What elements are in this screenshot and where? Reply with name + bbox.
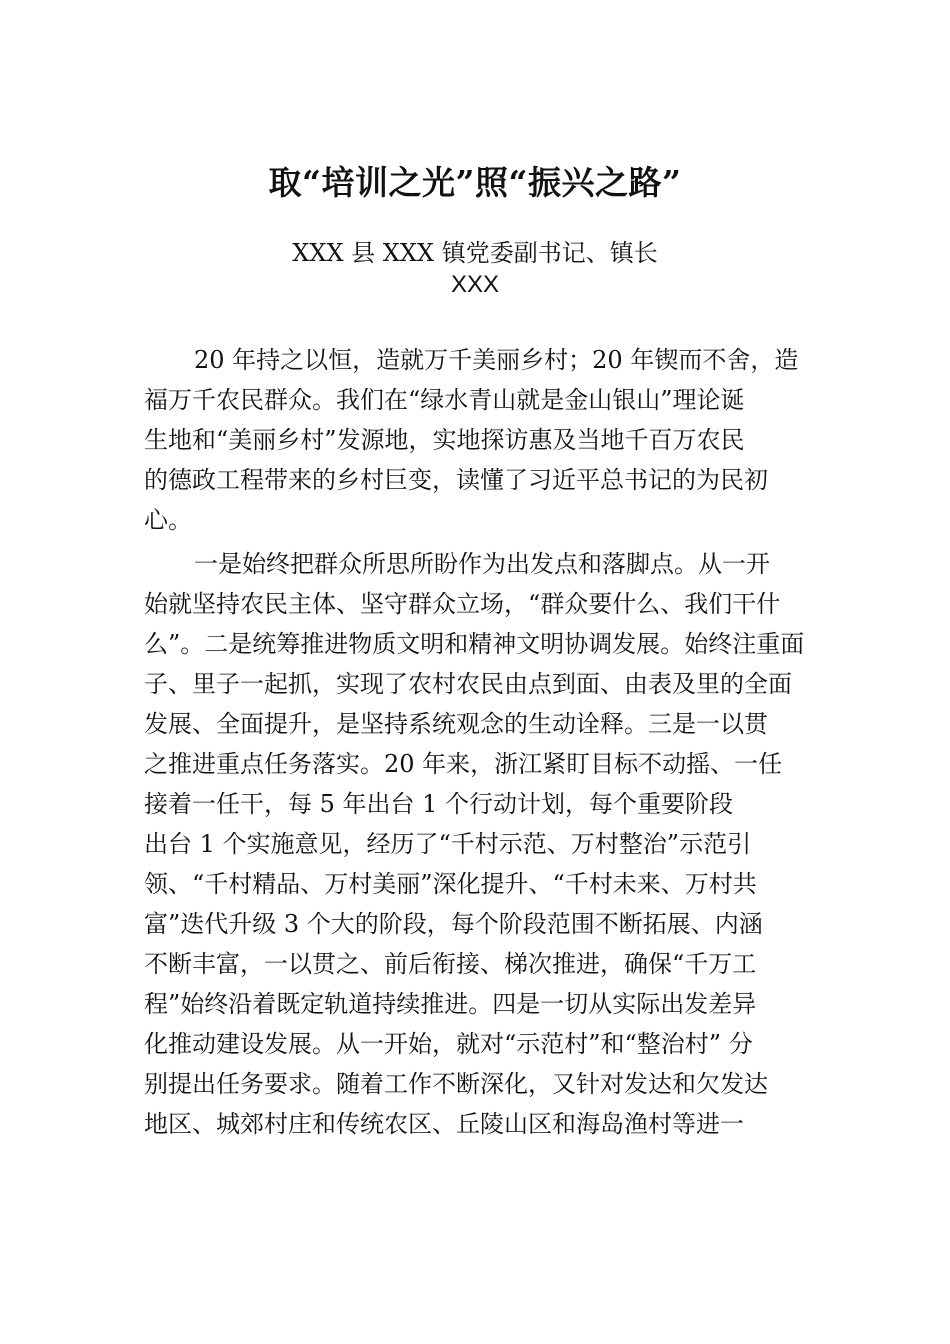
text-line: 别提出任务要求。随着工作不断深化，又针对发达和欠发达 bbox=[144, 1070, 768, 1098]
text-line: 接着一任干，每 5 年出台 1 个行动计划，每个重要阶段 bbox=[144, 790, 734, 818]
author-affiliation: XXX 县 XXX 镇党委副书记、镇长 bbox=[292, 239, 658, 267]
author-name: XXX bbox=[450, 271, 500, 298]
text-line: 领、“千村精品、万村美丽”深化提升、“千村未来、万村共 bbox=[144, 870, 757, 898]
text-line: 富”迭代升级 3 个大的阶段，每个阶段范围不断拓展、内涵 bbox=[144, 910, 763, 938]
text-line: 发展、全面提升，是坚持系统观念的生动诠释。三是一以贯 bbox=[144, 710, 768, 738]
paragraph bbox=[144, 544, 824, 1144]
text-line: 的德政工程带来的乡村巨变，读懂了习近平总书记的为民初 bbox=[144, 466, 768, 494]
text-line: 子、里子一起抓，实现了农村农民由点到面、由表及里的全面 bbox=[144, 670, 792, 698]
text-line: 之推进重点任务落实。20 年来，浙江紧盯目标不动摇、一任 bbox=[144, 750, 783, 778]
document-title: 取“培训之光”照“振兴之路” bbox=[268, 163, 682, 202]
text-line: 福万千农民群众。我们在“绿水青山就是金山银山”理论诞 bbox=[144, 386, 745, 414]
text-line: 不断丰富，一以贯之、前后衔接、梯次推进，确保“千万工 bbox=[144, 950, 757, 978]
text-line: 程”始终沿着既定轨道持续推进。四是一切从实际出发差异 bbox=[144, 990, 757, 1018]
text-line: 地区、城郊村庄和传统农区、丘陵山区和海岛渔村等进一 bbox=[144, 1110, 744, 1138]
text-line: 一是始终把群众所思所盼作为出发点和落脚点。从一开 bbox=[194, 550, 770, 578]
text-line: 么”。二是统筹推进物质文明和精神文明协调发展。始终注重面 bbox=[144, 630, 805, 658]
body-text bbox=[144, 340, 824, 1144]
text-line: 化推动建设发展。从一开始，就对“示范村”和“整治村” 分 bbox=[144, 1030, 753, 1058]
text-line: 出台 1 个实施意见，经历了“千村示范、万村整治”示范引 bbox=[144, 830, 752, 858]
text-line: 生地和“美丽乡村”发源地，实地探访惠及当地千百万农民 bbox=[144, 426, 745, 454]
text-line: 20 年持之以恒，造就万千美丽乡村；20 年锲而不舍，造 bbox=[194, 346, 799, 374]
paragraph bbox=[144, 340, 824, 540]
text-line: 心。 bbox=[144, 506, 192, 534]
text-line: 始就坚持农民主体、坚守群众立场，“群众要什么、我们干什 bbox=[144, 590, 781, 618]
